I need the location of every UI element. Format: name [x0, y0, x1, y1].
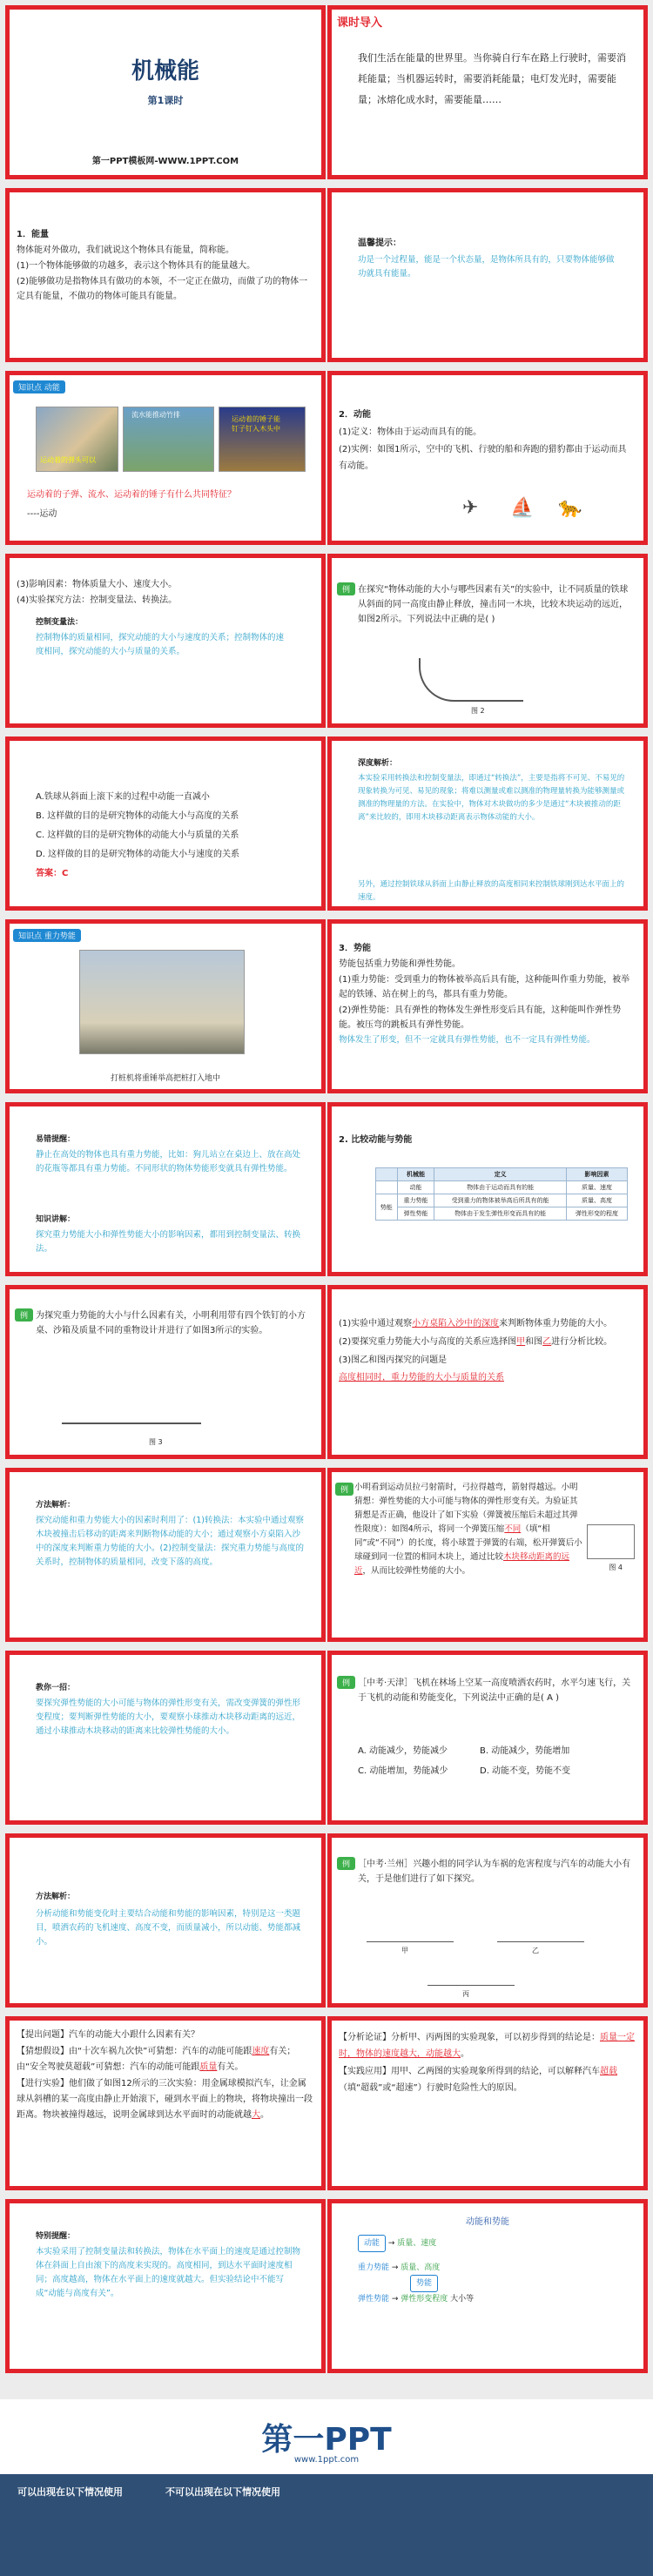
potential-def: 势能包括重力势能和弹性势能。: [339, 959, 461, 969]
ramp-diagram: [419, 658, 523, 702]
potential-heading: 3．势能: [339, 944, 371, 953]
q2: (2)要探究重力势能大小与高度的关系应选择图甲和图乙进行分析比较。: [339, 1337, 613, 1347]
col-head: [376, 1168, 398, 1181]
figure-caption: 图 3: [149, 1438, 163, 1446]
experiment-text: 【进行实验】他们做了如图12所示的三次实验：用金属球模拟汽车，让金属球从斜槽的某一高度由静止开始滚下，碰到水平面上的物块，将物块撞出一段距离。物块被撞得越远，说明金属球到达水平面时的动能就越大。: [17, 2079, 313, 2120]
knowledge-tag: 知识点 动能: [13, 380, 65, 393]
kinetic-example: (2)实例：如图1所示，空中的飞机、行驶的船和奔跑的猎豹都由于运动而具有动能。: [339, 445, 627, 471]
example-tag: 例: [15, 1308, 33, 1322]
col-head: 定义: [434, 1168, 567, 1181]
diagram-caption: 丙: [462, 1990, 469, 1998]
kinetic-heading: 2．动能: [339, 410, 371, 420]
slide-analysis: [327, 736, 648, 911]
slide-summary: [327, 2199, 648, 2373]
trick-text: 要探究弹性势能的大小可能与物体的弹性形变有关，需改变弹簧的弹性形变程度；要判断弹性势能的大小，要观察小球推动木块移动距离的远近，通过小球推动木块移动的距离来比较弹性势能的大小。: [36, 1698, 301, 1736]
summary-row-kinetic: 动能 → 质量、速度: [358, 2235, 626, 2252]
slide-example-2: [5, 1285, 326, 1459]
kinetic-def: (1)定义：物体由于运动而具有的能。: [339, 427, 482, 437]
intro-text: 我们生活在能量的世界里。当你骑自行车在路上行驶时，需要消耗能量；当机器运转时，需要消耗能量；电灯发光时，需要能量；冰熔化成水时，需要能量……: [358, 52, 626, 105]
option-c: C. 这样做的目的是研究物体的动能大小与质量的关系: [36, 831, 239, 840]
footer-logo: 第一PPT: [261, 2422, 392, 2458]
method-label: 方法解析：: [36, 1893, 76, 1901]
trick-label: 教你一招：: [36, 1684, 76, 1692]
photo-caption: 打桩机将重锤举高把桩打入地中: [110, 1074, 220, 1083]
example-tag: 例: [337, 582, 355, 595]
col-head: 机械能: [397, 1168, 434, 1181]
slide-method-2: [5, 1833, 326, 2008]
option-c: C. 动能增加，势能减少 D. 动能不变，势能不变: [358, 1766, 571, 1776]
slide-example-5: [327, 1833, 648, 2008]
brand-text: 第一PPT模板网-WWW.1PPT.COM: [91, 157, 239, 166]
method-text: 分析动能和势能变化时主要结合动能和势能的影响因素，特别是这一类题目，喷洒农药的飞机速度、高度不变，而质量减小，所以动能、势能都减小。: [36, 1909, 301, 1947]
option-a: A.铁球从斜面上滚下来的过程中动能一直减小: [36, 792, 210, 802]
method-text: (4)实验探究方法：控制变量法、转换法。: [17, 595, 178, 605]
elastic-potential: (2)弹性势能：具有弹性的物体发生弹性形变后具有能，这种能叫作弹性势能。被压弯的跳板具有弹性势能。: [339, 1006, 622, 1030]
cheetah-icon: 🐆: [558, 497, 582, 519]
slide-trick: [5, 1651, 326, 1825]
method-label: 方法解析：: [36, 1501, 76, 1510]
question-text: 运动着的子弹、流水、运动着的锤子有什么共同特征？: [27, 490, 236, 500]
footer-col-2: 不可以出现在以下情况使用: [165, 2486, 280, 2498]
summary-row-potential: 势能: [358, 2275, 626, 2292]
answer: 答案：C: [36, 869, 69, 878]
tip-text: 功是一个过程量，能是一个状态量，是物体所具有的，只要物体能够做功就具有能量。: [358, 255, 615, 279]
table-cell: [376, 1181, 398, 1194]
bullet-caption: 运动着的弹头可以: [40, 456, 96, 464]
table-diagram: [62, 1376, 201, 1424]
slide-factors: [5, 554, 326, 728]
question-text: 【提出问题】汽车的动能大小跟什么因素有关？: [17, 2030, 199, 2040]
slide-tip-1: [327, 188, 648, 362]
ramp-diagram-1: [367, 1916, 454, 1942]
knowledge-label: 知识讲解：: [36, 1215, 76, 1224]
slide-intro: [327, 5, 648, 179]
section-head: 课时导入: [337, 17, 383, 30]
table-cell: 物体由于运动而具有的能: [434, 1181, 567, 1194]
example-text: 小明看到运动员拉弓射箭时，弓拉得越弯，箭射得越远。小明猜想：弹性势能的大小可能与物体的弹性形变有关。为验证其猜想是否正确，他设计了如下实验（弹簧被压缩后未超过其弹性限度）：如图4所示，将同一个弹簧压缩不同（填“相同”或“不同”）的长度，将小球置于弹簧的右端，松开弹簧后小球碰到同一位置的相同木块上，通过比较木块移动距离的远近，从而比较弹性势能的大小。: [354, 1483, 582, 1576]
table-cell: 质量、高度: [567, 1194, 628, 1207]
slide-example-4: [327, 1651, 648, 1825]
spring-diagram: [587, 1524, 635, 1559]
figure-caption: 图 4: [609, 1564, 623, 1571]
example-text: 在探究“物体动能的大小与哪些因素有关”的实验中，让不同质量的铁球从斜面的同一高度由静止释放，撞击同一木块，比较木块运动的远近，如图2所示。下列说法中正确的是( ): [358, 585, 629, 624]
hammer-caption: 运动着的锤子能钉子钉入木头中: [232, 415, 280, 433]
example-tag: 例: [337, 1857, 355, 1870]
plane-icon: ✈: [462, 497, 479, 519]
table-cell: 动能: [397, 1181, 434, 1194]
potential-note: 物体发生了形变，但不一定就具有弹性势能，也不一定具有弹性势能。: [339, 1035, 596, 1045]
table-cell: 质量、速度: [567, 1181, 628, 1194]
slide-car-1: [5, 2016, 326, 2190]
diagram-caption: 甲: [401, 1947, 408, 1954]
energy-def: 物体能对外做功，我们就说这个物体具有能量，简称能。: [17, 245, 234, 255]
analysis-text: 本实验采用转换法和控制变量法，即通过“转换法”，主要是指将不可见、不易见的现象转换为可见、易见的现象；将难以测量或难以测准的物理量转换为能够测量或测准的物理量的方法。在实验中，物体对木块做功的多少是通过“木块被推动的距离”来比较的，即用木块移动距离表示物体动能的大小。: [358, 774, 625, 822]
analysis-text-2: 另外，通过控制铁球从斜面上由静止释放的高度相同来控制铁球刚到达水平面上的速度。: [358, 880, 625, 902]
slide-answers-2: [327, 1285, 648, 1459]
compare-table: [375, 1167, 628, 1221]
example-tag: 例: [337, 1676, 355, 1689]
page-subtitle: 第1课时: [147, 95, 184, 106]
slide-energy: [5, 188, 326, 362]
warning-label: 易错提醒：: [36, 1135, 76, 1144]
option-d: D. 这样做的目的是研究物体的动能大小与速度的关系: [36, 850, 240, 859]
special-text: 本实验采用了控制变量法和转换法，物体在水平面上的速度是通过控制物体在斜面上自由滚下的高度来实现的。高度相同，到达水平面时速度相同；高度越高，物体在水平面上的速度就越大。但实验结论中不能写成“动能与高度有关”。: [36, 2247, 301, 2298]
q3: (3)图乙和图丙探究的问题是 高度相同时，重力势能的大小与质量的关系: [339, 1355, 504, 1382]
page-title: 机械能: [131, 58, 199, 84]
slide-example-3: [327, 1468, 648, 1642]
compare-heading: 2. 比较动能与势能: [339, 1135, 413, 1145]
table-cell: 物体由于发生弹性形变而具有的能: [434, 1207, 567, 1221]
control-note: 控制物体的质量相同，探究动能的大小与速度的关系；控制物体的速度相同，探究动能的大小与质量的关系。: [36, 633, 285, 656]
option-b: B. 这样做的目的是研究物体的动能大小与高度的关系: [36, 811, 239, 821]
slide-method: [5, 1468, 326, 1642]
example-tag: 例: [335, 1483, 353, 1496]
knowledge-text: 探究重力势能大小和弹性势能大小的影响因素，都用到控制变量法、转换法。: [36, 1230, 301, 1254]
summary-title: 动能和势能: [466, 2217, 509, 2227]
slide-options-1: [5, 736, 326, 911]
example-text: ［中考·天津］飞机在林场上空某一高度喷洒农药时，水平匀速飞行，关于飞机的动能和势能变化，下列说法中正确的是( A ): [358, 1678, 631, 1703]
special-label: 特别提醒：: [36, 2232, 76, 2241]
slide-car-2: [327, 2016, 648, 2190]
analysis-label: 深度解析：: [358, 759, 398, 768]
control-label: 控制变量法：: [36, 618, 84, 627]
application-text: 【实践应用】用甲、乙两图的实验现象所得到的结论，可以解释汽车超载（填“超载”或“超速”）行驶时危险性大的原因。: [339, 2067, 617, 2093]
summary-row-gravity: 重力势能 → 质量、高度: [358, 2263, 441, 2272]
tip-label: 温馨提示：: [358, 239, 401, 248]
pile-driver-photo: [79, 950, 245, 1054]
q1: (1)实验中通过观察小方桌陷入沙中的深度来判断物体重力势能的大小。: [339, 1319, 613, 1328]
warning-text: 静止在高处的物体也具有重力势能，比如：狗儿站立在桌边上、放在高处的花瓶等都具有重力势能。不同形状的物体势能形变就具有弹性势能。: [36, 1150, 301, 1174]
answer-text: ----运动: [27, 509, 57, 519]
gravity-potential: (1)重力势能：受到重力的物体被举高后具有能，这种能叫作重力势能，被举起的铁锤、站在树上的鸟，都具有重力势能。: [339, 975, 630, 999]
slide-gravity-intro: [5, 919, 326, 1093]
table-cell: 弹性形变的程度: [567, 1207, 628, 1221]
slide-example-1: [327, 554, 648, 728]
example-text: ［中考·兰州］兴趣小组的同学认为车祸的危害程度与汽车的动能大小有关，于是他们进行了如下探究。: [358, 1860, 631, 1884]
col-head: 影响因素: [567, 1168, 628, 1181]
method-text: 探究动能和重力势能大小的因素时利用了：(1)转换法：本实验中通过观察木块被撞击后移动的距离来判断物体动能的大小；通过观察小方桌陷入沙中的深度来判断重力势能的大小。(2)控制变量法：探究重力势能与高度的关系时，控制物体的质量相同，改变下落的高度。: [36, 1516, 304, 1567]
footer-col-1: 可以出现在以下情况使用: [17, 2486, 123, 2498]
slide-kinetic-def: [327, 371, 648, 545]
ramp-diagram-2: [497, 1916, 584, 1942]
slide-title: [5, 5, 326, 179]
slide-tips-2: [5, 1102, 326, 1276]
table-cell: 重力势能: [397, 1194, 434, 1207]
factor-text: (3)影响因素：物体质量大小、速度大小。: [17, 580, 178, 589]
footer-band: [0, 2474, 653, 2576]
footer-url: www.1ppt.com: [293, 2455, 360, 2465]
slide-kinetic-intro: [5, 371, 326, 545]
table-cell: 受到重力的物体被举高后所具有的能: [434, 1194, 567, 1207]
knowledge-tag-2: 知识点 重力势能: [13, 929, 81, 942]
slide-potential: [327, 919, 648, 1093]
hypothesis-text: 【猜想假设】由“十次车祸九次快”可猜想：汽车的动能可能跟速度有关；由“安全驾驶莫超载”可猜想：汽车的动能可能跟质量有关。: [17, 2047, 296, 2072]
energy-p1: (1)一个物体能够做的功越多，表示这个物体具有的能量越大。: [17, 261, 256, 271]
option-a: A. 动能减少，势能减少 B. 动能减少，势能增加: [358, 1746, 570, 1756]
table-cell: 势能: [376, 1194, 398, 1221]
conclusion-text: 【分析论证】分析甲、丙两图的实验现象，可以初步得到的结论是：质量一定时，物体的速度越大，动能越大。: [339, 2033, 635, 2059]
summary-row-elastic: 弹性势能 → 弹性形变程度 大小等: [358, 2295, 475, 2304]
diagram-caption: 乙: [532, 1947, 539, 1954]
energy-heading: 1．能量: [17, 230, 49, 239]
energy-p2: (2)能够做功是指物体具有做功的本领，不一定正在做功，而做了功的物体一定具有能量，不做功的物体可能具有能量。: [17, 277, 308, 301]
slide-compare: [327, 1102, 648, 1276]
slide-special-tip: [5, 2199, 326, 2373]
table-cell: 弹性势能: [397, 1207, 434, 1221]
figure-caption: 图 2: [471, 707, 485, 715]
ramp-diagram-3: [427, 1960, 515, 1986]
example-text: 为探究重力势能的大小与什么因素有关，小明利用带有四个铁钉的小方桌、沙箱及质量不同的重物设计并进行了如图3所示的实验。: [36, 1311, 306, 1335]
boat-icon: ⛵: [510, 497, 535, 519]
raft-caption: 流水能推动竹排: [131, 411, 180, 419]
